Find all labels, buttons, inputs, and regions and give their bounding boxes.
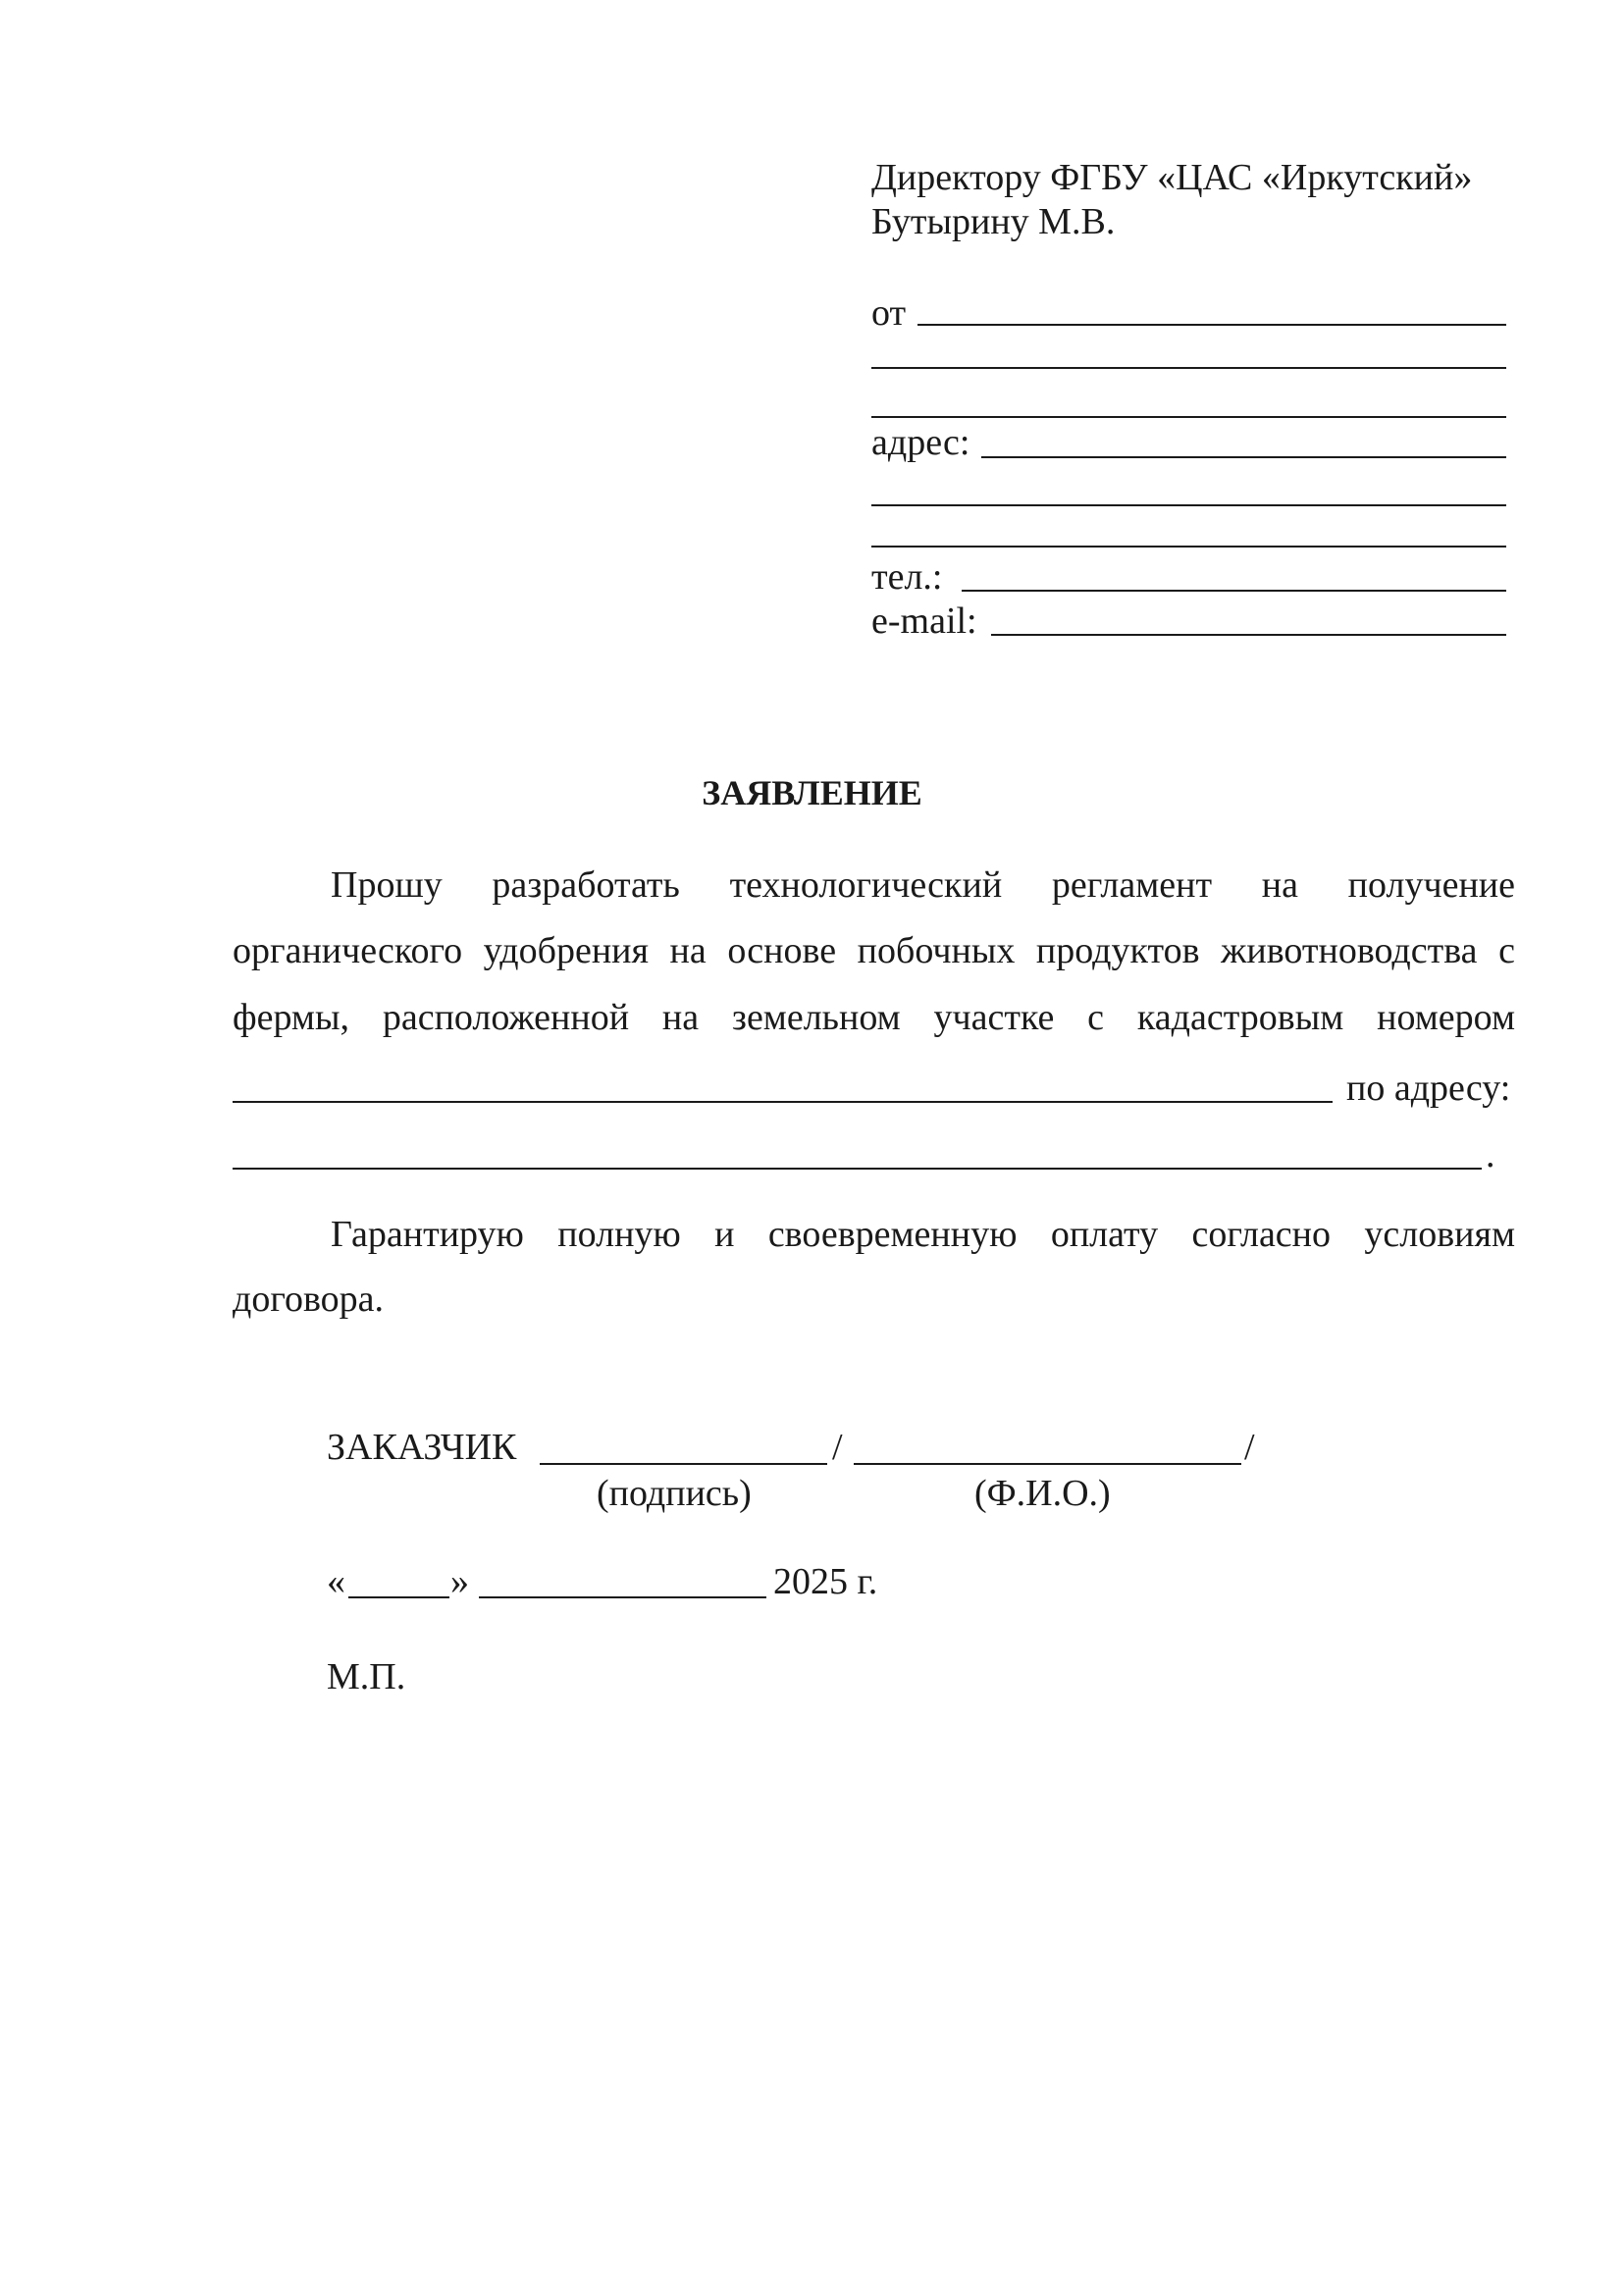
farm-address-line[interactable]: [233, 1168, 1482, 1170]
customer-label: ЗАКАЗЧИК: [327, 1427, 517, 1468]
by-address-label: по адресу:: [1346, 1068, 1511, 1109]
cadastral-number-line[interactable]: [233, 1101, 1333, 1103]
request-line-3: фермы, расположенной на земельном участке с кадастровым номером: [233, 997, 1515, 1038]
request-line-1: Прошу разработать технологический регламент на получение: [331, 864, 1515, 906]
full-name-line[interactable]: [854, 1463, 1241, 1465]
slash-2: /: [1244, 1427, 1255, 1468]
stamp-place-label: М.П.: [327, 1656, 406, 1697]
from-line-3[interactable]: [871, 416, 1506, 418]
email-line[interactable]: [991, 634, 1506, 636]
email-label: e-mail:: [871, 600, 977, 642]
period: .: [1486, 1134, 1495, 1175]
year-text: 2025 г.: [773, 1561, 878, 1602]
phone-line[interactable]: [962, 590, 1506, 592]
from-line-2[interactable]: [871, 367, 1506, 369]
address-line-2[interactable]: [871, 504, 1506, 506]
document-title: ЗАЯВЛЕНИЕ: [702, 773, 922, 812]
signature-caption: (подпись): [597, 1473, 752, 1514]
address-line-3[interactable]: [871, 546, 1506, 548]
from-label: от: [871, 292, 907, 334]
phone-label: тел.:: [871, 556, 943, 598]
addressee-line-1: Директору ФГБУ «ЦАС «Иркутский»: [871, 157, 1473, 198]
signature-line[interactable]: [540, 1463, 827, 1465]
month-line[interactable]: [479, 1596, 766, 1598]
address-label: адрес:: [871, 422, 970, 463]
address-line-1[interactable]: [981, 456, 1506, 458]
full-name-caption: (Ф.И.О.): [974, 1473, 1111, 1514]
request-line-2: органического удобрения на основе побочных продуктов животноводства с: [233, 930, 1515, 971]
guarantee-line-1: Гарантирую полную и своевременную оплату согласно условиям: [331, 1214, 1515, 1255]
slash-1: /: [832, 1427, 843, 1468]
addressee-line-2: Бутырину М.В.: [871, 201, 1116, 242]
date-close-quote: »: [450, 1561, 469, 1602]
day-line[interactable]: [348, 1596, 449, 1598]
from-line-1[interactable]: [917, 324, 1506, 326]
date-open-quote: «: [327, 1561, 345, 1602]
guarantee-line-2: договора.: [233, 1278, 385, 1320]
